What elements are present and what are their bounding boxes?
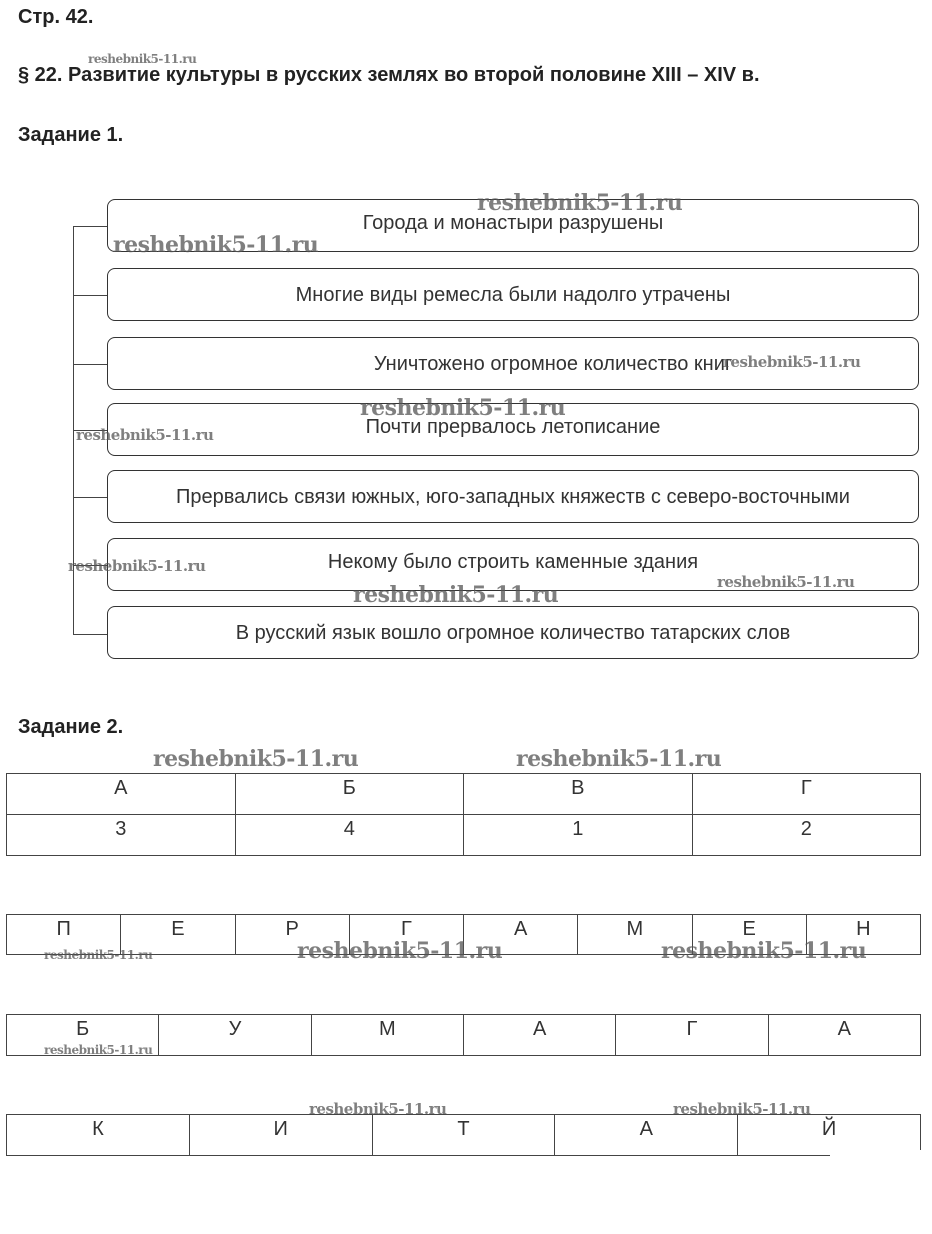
- watermark: reshebnik5-11.ru: [153, 746, 359, 772]
- letter-cell: А: [463, 1015, 615, 1056]
- watermark: reshebnik5-11.ru: [88, 52, 197, 66]
- consequence-text: Города и монастыри разрушены: [362, 212, 664, 234]
- watermark: reshebnik5-11.ru: [68, 557, 206, 575]
- match-header: А: [7, 774, 236, 815]
- match-header: В: [464, 774, 693, 815]
- consequence-text: Прервались связи южных, юго-западных княжеств с северо-восточными: [176, 485, 850, 508]
- letter-cell: Б: [7, 1015, 159, 1056]
- match-value: 3: [7, 815, 236, 856]
- letter-cell: А: [464, 915, 578, 955]
- watermark: reshebnik5-11.ru: [309, 1100, 447, 1118]
- watermark: reshebnik5-11.ru: [723, 353, 861, 371]
- consequence-text: Уничтожено огромное количество книг: [373, 352, 733, 375]
- bracket-tick: [73, 497, 108, 498]
- letter-cell: Г: [349, 915, 463, 955]
- letter-cell: А: [555, 1115, 738, 1156]
- task1-title: Задание 1.: [18, 124, 124, 146]
- consequence-text: В русский язык вошло огромное количество татарских слов: [235, 621, 791, 644]
- bracket-tick: [73, 364, 108, 365]
- watermark: reshebnik5-11.ru: [661, 938, 867, 964]
- bracket-tick: [73, 634, 108, 635]
- watermark: reshebnik5-11.ru: [477, 190, 683, 216]
- consequence-text: Почти прервалось летописание: [365, 416, 661, 438]
- letter-cell: М: [578, 915, 692, 955]
- consequence-box: [107, 606, 919, 659]
- page-number: Стр. 42.: [18, 6, 94, 28]
- consequence-box: [107, 470, 919, 523]
- bracket-tick: [73, 226, 108, 227]
- bracket-tick: [73, 295, 108, 296]
- match-header: Б: [235, 774, 464, 815]
- match-value: 2: [692, 815, 921, 856]
- watermark: reshebnik5-11.ru: [673, 1100, 811, 1118]
- letter-cell: П: [7, 915, 121, 955]
- watermark: reshebnik5-11.ru: [717, 573, 855, 591]
- scan-artifact: [830, 1150, 925, 1160]
- consequence-text: Многие виды ремесла были надолго утрачены: [295, 283, 731, 306]
- letter-cell: Т: [372, 1115, 555, 1156]
- task2-title: Задание 2.: [18, 716, 124, 738]
- watermark: reshebnik5-11.ru: [44, 948, 153, 962]
- watermark: reshebnik5-11.ru: [76, 426, 214, 444]
- watermark: reshebnik5-11.ru: [516, 746, 722, 772]
- letter-cell: Е: [121, 915, 235, 955]
- watermark: reshebnik5-11.ru: [44, 1043, 153, 1057]
- letter-cell: И: [189, 1115, 372, 1156]
- letter-cell: Г: [616, 1015, 768, 1056]
- letter-cell: Р: [235, 915, 349, 955]
- letter-cell: Й: [738, 1115, 921, 1156]
- match-value: 1: [464, 815, 693, 856]
- match-value: 4: [235, 815, 464, 856]
- watermark: reshebnik5-11.ru: [353, 582, 559, 608]
- section-title: § 22. Развитие культуры в русских землях во второй половине XIII – XIV в.: [18, 64, 760, 86]
- consequence-text: Некому было строить каменные здания: [327, 551, 699, 573]
- watermark: reshebnik5-11.ru: [360, 395, 566, 421]
- letter-cell: К: [7, 1115, 190, 1156]
- match-header: Г: [692, 774, 921, 815]
- letter-cell: У: [159, 1015, 311, 1056]
- consequence-box: [107, 268, 919, 321]
- word-grid-kitai: [6, 1114, 921, 1156]
- match-table: [6, 773, 921, 856]
- letter-cell: Е: [692, 915, 806, 955]
- watermark: reshebnik5-11.ru: [297, 938, 503, 964]
- letter-cell: А: [768, 1015, 920, 1056]
- letter-cell: Н: [806, 915, 920, 955]
- watermark: reshebnik5-11.ru: [113, 232, 319, 258]
- letter-cell: М: [311, 1015, 463, 1056]
